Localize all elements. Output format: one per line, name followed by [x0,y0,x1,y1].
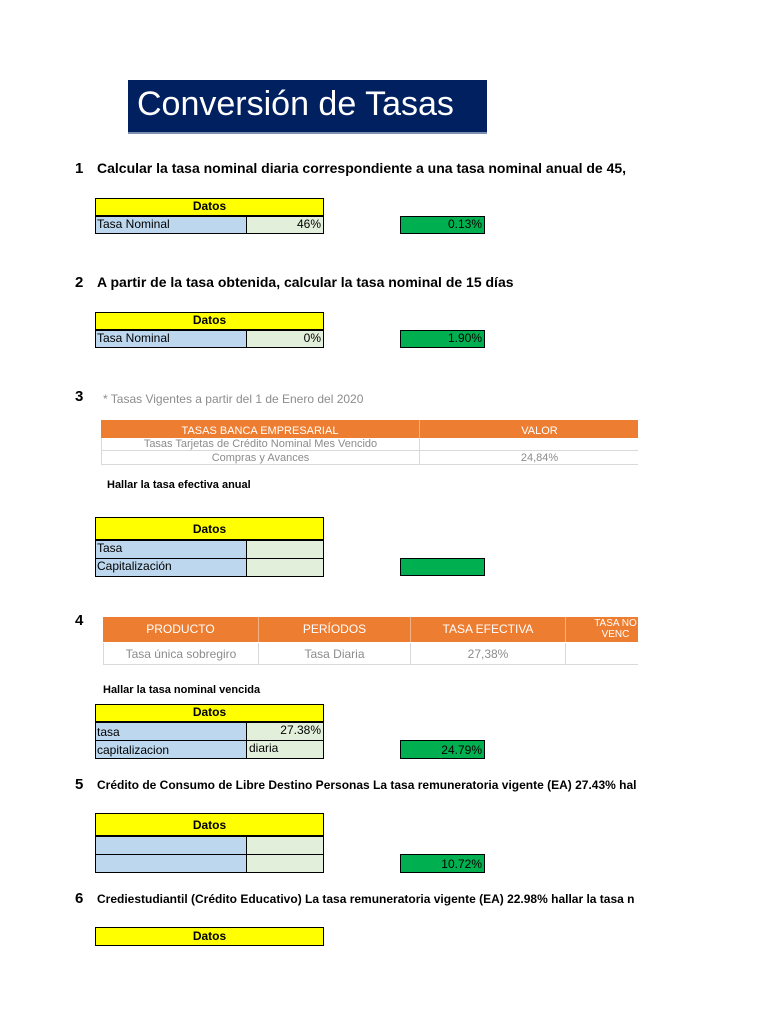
table4-row-nominal [565,643,638,665]
result-cell-5[interactable]: 10.72% [400,854,485,873]
question-number-5: 5 [75,776,84,793]
table4-row-period: Tasa Diaria [258,643,410,665]
datos-header-2: Datos [95,312,324,330]
value-cell-4b[interactable]: diaria [246,740,324,759]
label-cell-4b[interactable]: capitalizacion [95,740,247,759]
rates-note: * Tasas Vigentes a partir del 1 de Enero del 2020 [103,392,364,406]
question-number-4: 4 [75,612,84,629]
value-cell-1[interactable]: 46% [246,216,324,234]
table3-row2-label: Compras y Avances [101,451,419,465]
table3-header-rates: TASAS BANCA EMPRESARIAL [101,420,419,438]
instruction-3: Hallar la tasa efectiva anual [107,479,251,491]
table4-row-effective: 27,38% [410,643,565,665]
result-cell-2[interactable]: 1.90% [400,330,485,348]
table4-header-nominal-line2: VENC [601,629,630,640]
label-cell-3a[interactable]: Tasa [95,540,247,559]
question-text-5: Crédito de Consumo de Libre Destino Personas La tasa remuneratoria vigente (EA) 27.43% hal [97,778,637,792]
table4-header-nominal-line1: TASA NO [594,618,637,629]
label-cell-4a[interactable]: tasa [95,722,247,741]
table4-header-nominal [565,617,638,642]
value-cell-3b[interactable] [246,558,324,577]
value-cell-3a[interactable] [246,540,324,559]
datos-header-3: Datos [95,517,324,540]
question-text-1: Calcular la tasa nominal diaria correspondiente a una tasa nominal anual de 45, [97,160,627,176]
table4-row-product: Tasa única sobregiro [103,643,258,665]
table4-header-effective: TASA EFECTIVA [410,617,565,642]
label-cell-2[interactable]: Tasa Nominal [95,330,247,348]
table4-header-periods: PERÍODOS [258,617,410,642]
datos-header-1: Datos [95,198,324,216]
label-cell-3b[interactable]: Capitalización [95,558,247,577]
question-number-3: 3 [75,388,84,405]
datos-header-4: Datos [95,704,324,722]
page-title: Conversión de Tasas [137,85,454,123]
label-cell-5a[interactable] [95,836,247,855]
question-text-2: A partir de la tasa obtenida, calcular la tasa nominal de 15 días [97,274,514,290]
value-cell-4a[interactable]: 27.38% [246,722,324,741]
value-cell-5a[interactable] [246,836,324,855]
question-number-1: 1 [75,160,84,177]
datos-header-6: Datos [95,927,324,946]
result-cell-3[interactable] [400,558,485,576]
value-cell-2[interactable]: 0% [246,330,324,348]
question-text-6: Crediestudiantil (Crédito Educativo) La tasa remuneratoria vigente (EA) 22.98% hallar la tasa n [97,892,635,906]
table4-header-product: PRODUCTO [103,617,258,642]
label-cell-1[interactable]: Tasa Nominal [95,216,247,234]
datos-header-5: Datos [95,813,324,836]
table3-row2-value: 24,84% [419,451,638,465]
result-cell-4[interactable]: 24.79% [400,740,485,759]
table3-header-value: VALOR [419,420,638,438]
question-number-6: 6 [75,890,84,907]
table3-row1: Tasas Tarjetas de Crédito Nominal Mes Vencido [101,438,419,451]
question-number-2: 2 [75,274,84,291]
table3-row1-value [419,438,638,451]
instruction-4: Hallar la tasa nominal vencida [103,684,261,696]
result-cell-1[interactable]: 0.13% [400,216,485,234]
value-cell-5b[interactable] [246,854,324,873]
label-cell-5b[interactable] [95,854,247,873]
